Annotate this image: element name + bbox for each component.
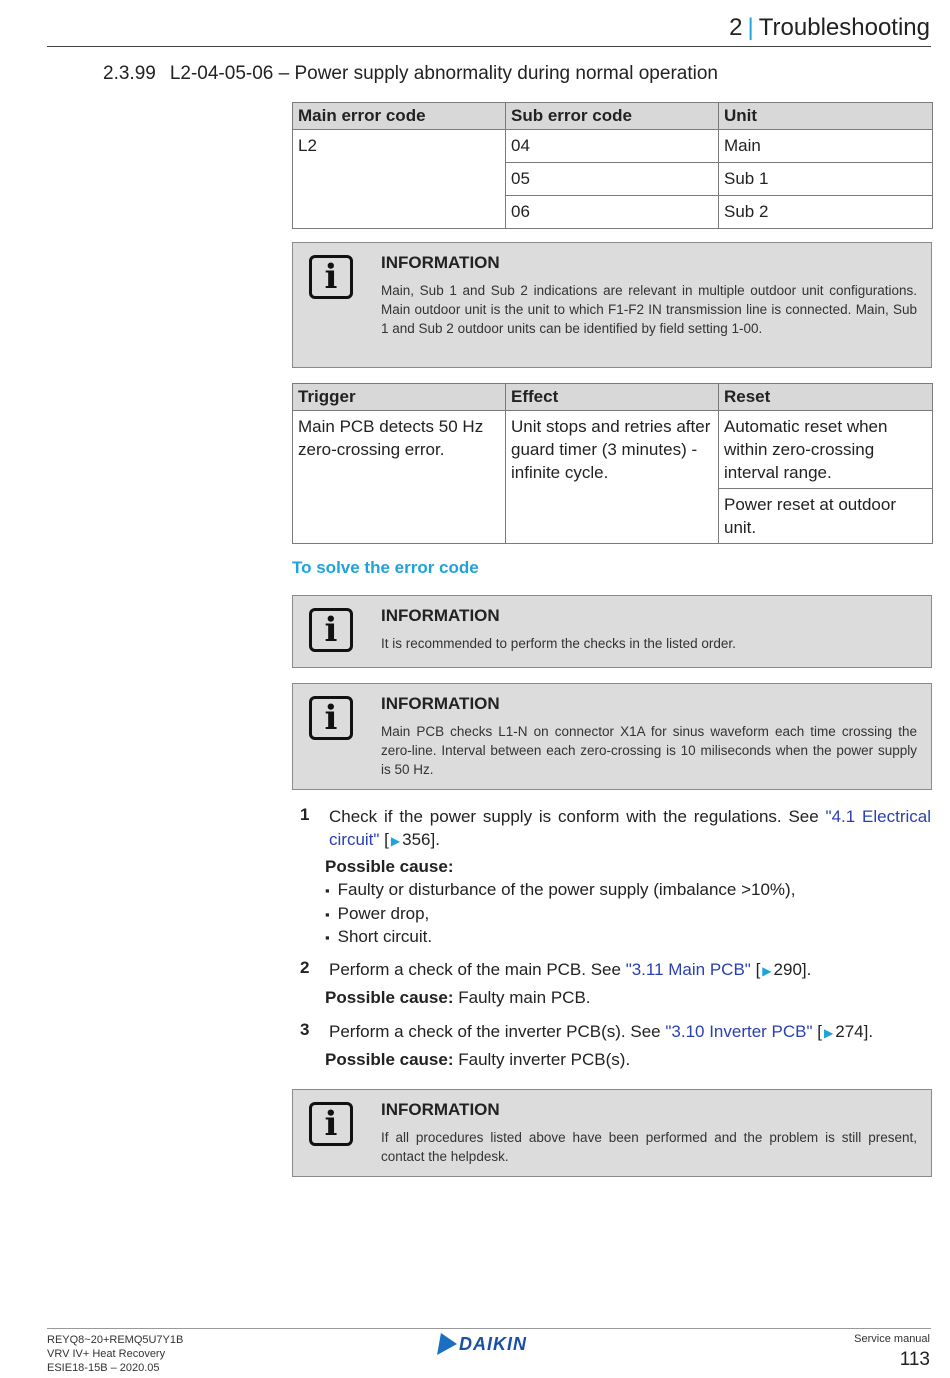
- table-header-row: [293, 103, 933, 130]
- cause-list: [325, 879, 795, 950]
- triangle-right-icon: ▶: [390, 834, 401, 848]
- ref-bracket: [: [750, 960, 761, 979]
- triangle-right-icon: ▶: [762, 964, 772, 978]
- list-item: ▪ Power drop,: [325, 903, 795, 927]
- footer-model: REYQ8~20+REMQ5U7Y1B: [47, 1334, 184, 1346]
- info-box-unit-indications: [292, 242, 932, 368]
- link-electrical-circuit[interactable]: "4.1 Electrical circuit": [329, 807, 932, 849]
- header-effect: Effect: [506, 384, 719, 411]
- footer-doc-type: Service manual: [854, 1333, 930, 1345]
- triangle-right-icon: ▶: [824, 1026, 834, 1040]
- effect-cell: Unit stops and retries after guard timer (3 minutes) - infinite cycle.: [506, 411, 719, 544]
- step-instruction: Perform a check of the inverter PCB(s). See: [329, 1022, 666, 1041]
- footer-series: VRV IV+ Heat Recovery: [47, 1348, 166, 1360]
- trigger-cell: Main PCB detects 50 Hz zero-crossing error.: [293, 411, 506, 544]
- main-error-code-cell: L2: [293, 130, 506, 229]
- page-header: [729, 14, 930, 42]
- section-title: [103, 63, 718, 85]
- header-sub-error-code: Sub error code: [506, 103, 719, 130]
- info-box-order: [292, 595, 932, 668]
- ref-close: ].: [801, 960, 812, 979]
- possible-cause-text: Faulty main PCB.: [453, 988, 591, 1007]
- header-unit: Unit: [719, 103, 933, 130]
- info-icon: i: [309, 608, 353, 652]
- chapter-number: 2: [729, 14, 743, 41]
- unit-cell: Sub 2: [719, 196, 933, 229]
- ref-bracket: [: [379, 830, 389, 849]
- possible-cause: [325, 1050, 630, 1070]
- step-number: 1: [300, 805, 310, 824]
- info-text: Main, Sub 1 and Sub 2 indications are relevant in multiple outdoor unit configurations. Main outdoor unit is the unit to which F1-F2 IN transmission line is connected. Main, Sub 1 and Sub 2 outdoor units can be identified by field setting 1-00.: [381, 283, 917, 336]
- daikin-logo-icon: [437, 1333, 459, 1355]
- header-rule: [47, 46, 931, 47]
- sub-error-code-cell: 05: [506, 163, 719, 196]
- chapter-title: Troubleshooting: [758, 14, 930, 41]
- info-box-zero-crossing: [292, 683, 932, 790]
- reset-cell: Automatic reset when within zero-crossing interval range.: [719, 411, 933, 489]
- footer-doc-info: [47, 1333, 183, 1375]
- table-row: [293, 130, 933, 163]
- info-icon: i: [309, 1102, 353, 1146]
- info-text: It is recommended to perform the checks in the listed order.: [381, 636, 736, 651]
- header-reset: Reset: [719, 384, 933, 411]
- step-text: [329, 1020, 931, 1045]
- link-inverter-pcb[interactable]: "3.10 Inverter PCB": [665, 1022, 813, 1041]
- unit-cell: Sub 1: [719, 163, 933, 196]
- info-text: If all procedures listed above have been performed and the problem is still present, contact the helpdesk.: [381, 1130, 917, 1164]
- list-item: ▪ Short circuit.: [325, 926, 795, 950]
- step-number: 3: [300, 1020, 310, 1039]
- error-code-table: [292, 102, 933, 229]
- header-separator: |: [747, 14, 754, 41]
- possible-cause-text: Faulty inverter PCB(s).: [453, 1050, 631, 1069]
- footer-doc-code: ESIE18-15B – 2020.05: [47, 1362, 160, 1374]
- link-main-pcb[interactable]: "3.11 Main PCB": [625, 960, 751, 979]
- ref-close: ].: [863, 1022, 874, 1041]
- section-number: 2.3.99: [103, 63, 156, 84]
- ref-bracket: [: [812, 1022, 823, 1041]
- step-instruction: Perform a check of the main PCB. See: [329, 960, 626, 979]
- info-icon: i: [309, 696, 353, 740]
- possible-cause: [325, 988, 591, 1008]
- info-title: INFORMATION: [381, 1100, 500, 1119]
- trigger-effect-reset-table: [292, 383, 933, 544]
- info-box-helpdesk: [292, 1089, 932, 1177]
- solve-heading: To solve the error code: [292, 558, 479, 577]
- brand-name: DAIKIN: [459, 1333, 527, 1354]
- step-number: 2: [300, 958, 310, 977]
- reset-cell: Power reset at outdoor unit.: [719, 489, 933, 544]
- possible-cause-label: Possible cause:: [325, 857, 454, 876]
- unit-cell: Main: [719, 130, 933, 163]
- page-ref: 356: [402, 830, 431, 849]
- info-icon: i: [309, 255, 353, 299]
- step-text: [329, 805, 931, 853]
- daikin-logo: [439, 1333, 527, 1355]
- sub-error-code-cell: 04: [506, 130, 719, 163]
- header-trigger: Trigger: [293, 384, 506, 411]
- footer-rule: [47, 1328, 931, 1329]
- sub-error-code-cell: 06: [506, 196, 719, 229]
- page-ref: 290: [773, 960, 802, 979]
- table-header-row: [293, 384, 933, 411]
- section-heading: L2-04-05-06 – Power supply abnormality during normal operation: [169, 63, 718, 84]
- page-number: 113: [899, 1349, 930, 1370]
- ref-close: ].: [430, 830, 440, 849]
- possible-cause-label: Possible cause:: [325, 1050, 454, 1069]
- step-text: [329, 958, 931, 983]
- table-row: [293, 411, 933, 489]
- info-title: INFORMATION: [381, 606, 500, 625]
- info-text: Main PCB checks L1-N on connector X1A for sinus waveform each time crossing the zero-line. Interval between each zero-crossing is 10 miliseconds when the power supply is 50 Hz.: [381, 724, 917, 777]
- step-instruction: Check if the power supply is conform with the regulations. See: [329, 807, 826, 826]
- list-item: ▪ Faulty or disturbance of the power supply (imbalance >10%),: [325, 879, 795, 903]
- info-title: INFORMATION: [381, 253, 500, 272]
- header-main-error-code: Main error code: [293, 103, 506, 130]
- possible-cause-label: Possible cause:: [325, 988, 454, 1007]
- info-title: INFORMATION: [381, 694, 500, 713]
- page-ref: 274: [835, 1022, 864, 1041]
